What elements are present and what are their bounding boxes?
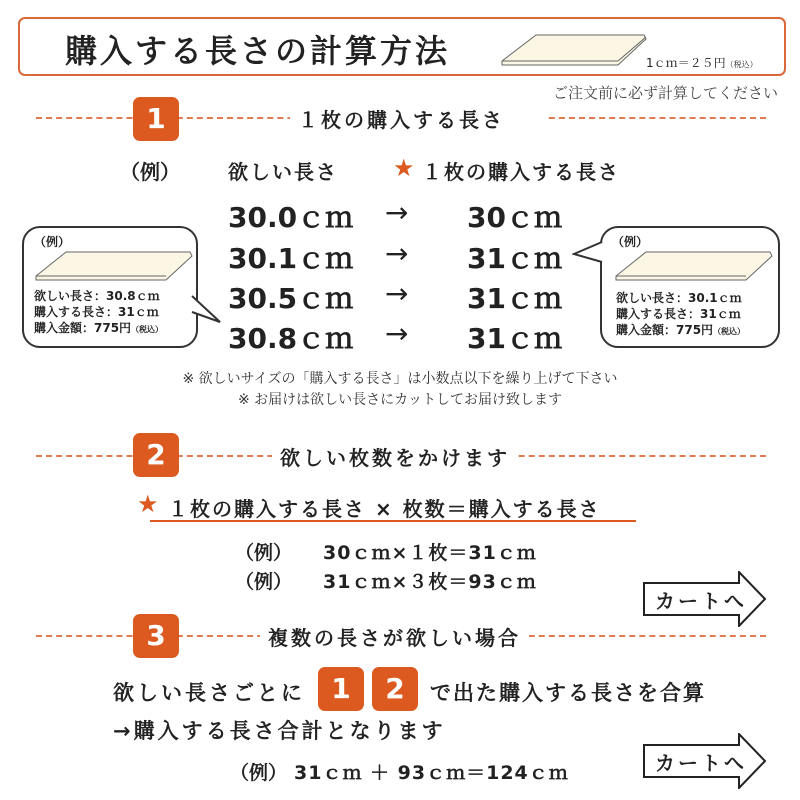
tax-note: （税込）: [131, 325, 164, 334]
section1-title: １枚の購入する長さ: [290, 104, 545, 133]
section2-title: 欲しい枚数をかけます: [272, 442, 518, 471]
bubble-label: （例）: [34, 235, 71, 249]
instruction-text: →購入する長さ合計となります: [113, 719, 446, 743]
note-delivery: ※ お届けは欲しい長さにカットしてお届け致します: [237, 392, 563, 408]
example-label: （例）: [120, 160, 180, 184]
example-expr: 31ｃｍ ＋ 93ｃｍ＝124ｃｍ: [294, 762, 569, 784]
bubble-line: 欲しい長さ：30.1ｃｍ: [616, 291, 742, 305]
example-bubble-right: [600, 226, 780, 348]
tax-note: （税込）: [725, 60, 758, 69]
step-badge-ref-1: 1: [318, 667, 364, 711]
length-row-purchase: 31ｃｍ: [467, 322, 562, 355]
col-desired: 欲しい長さ: [228, 160, 338, 184]
length-row-desired: 30.5ｃｍ: [228, 282, 354, 315]
bubble-line: 購入する長さ：31ｃｍ: [34, 305, 159, 319]
bubble-tail: [190, 290, 224, 330]
formula-underline: [150, 520, 636, 522]
bubble-line: 購入金額：775円: [616, 323, 714, 337]
example-expr: 31ｃｍ×３枚＝93ｃｍ: [323, 571, 537, 593]
length-row-purchase: 30ｃｍ: [467, 201, 562, 234]
length-row-desired: 30.1ｃｍ: [228, 242, 354, 275]
cart-label: カートへ: [655, 589, 747, 613]
length-row-purchase: 31ｃｍ: [467, 282, 562, 315]
length-row-desired: 30.8ｃｍ: [228, 322, 354, 355]
length-row-arrow: →: [385, 196, 409, 229]
cart-label: カートへ: [655, 751, 747, 775]
tax-note: （税込）: [713, 327, 746, 336]
board-icon: [500, 33, 650, 69]
star-icon: ★: [137, 490, 159, 518]
length-row-desired: 30.0ｃｍ: [228, 201, 354, 234]
section3-title: 複数の長さが欲しい場合: [260, 622, 529, 651]
col-purchase: １枚の購入する長さ: [422, 160, 620, 184]
step-badge-2: 2: [133, 433, 179, 477]
instruction-text: 欲しい長さごとに: [113, 681, 305, 705]
board-icon: [34, 250, 194, 284]
cart-button[interactable]: [643, 571, 767, 627]
example-label: （例）: [235, 571, 293, 593]
example-expr: 30ｃｍ×１枚＝31ｃｍ: [323, 542, 537, 564]
order-note: ご注文前に必ず計算してください: [552, 84, 778, 102]
bubble-label: （例）: [612, 235, 649, 249]
length-row-arrow: →: [385, 317, 409, 350]
example-label: （例）: [235, 542, 293, 564]
step-badge-3: 3: [133, 614, 179, 658]
price-note: 1ｃｍ＝２５円: [646, 56, 726, 70]
instruction-text: で出た購入する長さを合算: [430, 681, 706, 705]
board-icon: [614, 250, 774, 284]
bubble-tail: [572, 238, 604, 268]
star-icon: ★: [393, 154, 415, 182]
example-label: （例）: [230, 762, 288, 784]
length-row-purchase: 31ｃｍ: [467, 242, 562, 275]
bubble-line: 欲しい長さ：30.8ｃｍ: [34, 289, 160, 303]
step-badge-ref-2: 2: [372, 667, 418, 711]
cart-button[interactable]: [643, 733, 767, 789]
example-bubble-left: [22, 226, 198, 348]
length-row-arrow: →: [385, 237, 409, 270]
bubble-line: 購入する長さ：31ｃｍ: [616, 307, 741, 321]
note-round-up: ※ 欲しいサイズの「購入する長さ」は小数点以下を繰り上げて下さい: [182, 371, 618, 387]
step-badge-1: 1: [133, 97, 179, 141]
bubble-line: 購入金額：775円: [34, 321, 132, 335]
page-title: 購入する長さの計算方法: [65, 32, 451, 70]
length-row-arrow: →: [385, 277, 409, 310]
formula: １枚の購入する長さ × 枚数＝購入する長さ: [168, 497, 601, 521]
